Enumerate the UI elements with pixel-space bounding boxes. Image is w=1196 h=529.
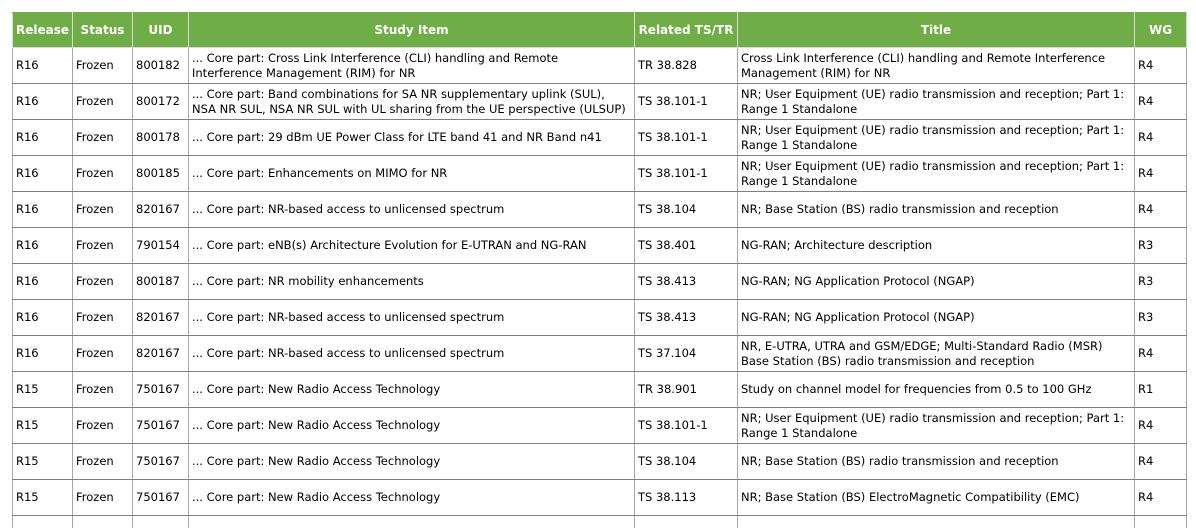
cell-related-ts-tr[interactable]: TR 38.828 [635, 48, 738, 84]
cell-uid[interactable]: 800178 [133, 120, 189, 156]
empty-cell[interactable] [73, 516, 133, 529]
cell-title[interactable]: NR; Base Station (BS) radio transmission and reception [738, 192, 1135, 228]
cell-wg[interactable]: R4 [1135, 444, 1187, 480]
cell-title[interactable]: Study on channel model for frequencies from 0.5 to 100 GHz [738, 372, 1135, 408]
cell-status[interactable]: Frozen [73, 408, 133, 444]
empty-cell[interactable] [189, 516, 635, 529]
cell-wg[interactable]: R4 [1135, 408, 1187, 444]
cell-release[interactable]: R16 [13, 336, 73, 372]
cell-status[interactable]: Frozen [73, 480, 133, 516]
cell-study-item[interactable]: ... Core part: NR mobility enhancements [189, 264, 635, 300]
cell-title[interactable]: NG-RAN; NG Application Protocol (NGAP) [738, 264, 1135, 300]
cell-release[interactable]: R15 [13, 408, 73, 444]
cell-uid[interactable]: 750167 [133, 480, 189, 516]
cell-related-ts-tr[interactable]: TS 38.401 [635, 228, 738, 264]
cell-title[interactable]: NR; User Equipment (UE) radio transmission and reception; Part 1: Range 1 Standalone [738, 84, 1135, 120]
cell-release[interactable]: R16 [13, 192, 73, 228]
study-items-table [12, 12, 1187, 528]
cell-status[interactable]: Frozen [73, 228, 133, 264]
cell-study-item[interactable]: ... Core part: Band combinations for SA NR supplementary uplink (SUL), NSA NR SUL, NSA NR SUL with UL sharing from the UE perspective (ULSUP) [189, 84, 635, 120]
table-row[interactable] [13, 84, 1187, 120]
cell-study-item[interactable]: ... Core part: NR-based access to unlicensed spectrum [189, 300, 635, 336]
cell-title[interactable]: Cross Link Interference (CLI) handling and Remote Interference Management (RIM) for NR [738, 48, 1135, 84]
cell-release[interactable]: R16 [13, 84, 73, 120]
cell-study-item[interactable]: ... Core part: New Radio Access Technology [189, 372, 635, 408]
cell-wg[interactable]: R3 [1135, 264, 1187, 300]
table-row[interactable] [13, 120, 1187, 156]
table-row[interactable] [13, 480, 1187, 516]
cell-related-ts-tr[interactable]: TS 38.101-1 [635, 156, 738, 192]
cell-status[interactable]: Frozen [73, 192, 133, 228]
cell-study-item[interactable]: ... Core part: New Radio Access Technology [189, 444, 635, 480]
cell-uid[interactable]: 820167 [133, 192, 189, 228]
table-body [13, 48, 1187, 529]
cell-study-item[interactable]: ... Core part: NR-based access to unlicensed spectrum [189, 336, 635, 372]
cell-wg[interactable]: R4 [1135, 336, 1187, 372]
cell-release[interactable]: R15 [13, 444, 73, 480]
empty-cell[interactable] [635, 516, 738, 529]
cell-related-ts-tr[interactable]: TS 38.413 [635, 264, 738, 300]
empty-cell[interactable] [738, 516, 1135, 529]
cell-status[interactable]: Frozen [73, 264, 133, 300]
cell-related-ts-tr[interactable]: TS 38.113 [635, 480, 738, 516]
cell-uid[interactable]: 750167 [133, 372, 189, 408]
cell-study-item[interactable]: ... Core part: Enhancements on MIMO for NR [189, 156, 635, 192]
empty-cell[interactable] [133, 516, 189, 529]
table-row-partial[interactable] [13, 516, 1187, 529]
header-related-ts-tr[interactable]: Related TS/TR [635, 13, 738, 48]
header-uid[interactable]: UID [133, 13, 189, 48]
cell-wg[interactable]: R4 [1135, 120, 1187, 156]
cell-wg[interactable]: R3 [1135, 300, 1187, 336]
cell-title[interactable]: NR; User Equipment (UE) radio transmission and reception; Part 1: Range 1 Standalone [738, 120, 1135, 156]
cell-status[interactable]: Frozen [73, 84, 133, 120]
cell-status[interactable]: Frozen [73, 48, 133, 84]
cell-uid[interactable]: 800187 [133, 264, 189, 300]
cell-related-ts-tr[interactable]: TS 38.104 [635, 444, 738, 480]
cell-status[interactable]: Frozen [73, 372, 133, 408]
cell-release[interactable]: R16 [13, 120, 73, 156]
cell-wg[interactable]: R4 [1135, 156, 1187, 192]
cell-release[interactable]: R16 [13, 228, 73, 264]
cell-title[interactable]: NR; Base Station (BS) radio transmission and reception [738, 444, 1135, 480]
cell-release[interactable]: R16 [13, 300, 73, 336]
cell-status[interactable]: Frozen [73, 336, 133, 372]
cell-related-ts-tr[interactable]: TS 38.101-1 [635, 84, 738, 120]
cell-wg[interactable]: R3 [1135, 228, 1187, 264]
cell-title[interactable]: NG-RAN; NG Application Protocol (NGAP) [738, 300, 1135, 336]
cell-uid[interactable]: 800172 [133, 84, 189, 120]
cell-uid[interactable]: 820167 [133, 300, 189, 336]
header-release[interactable]: Release [13, 13, 73, 48]
cell-uid[interactable]: 800182 [133, 48, 189, 84]
empty-cell[interactable] [13, 516, 73, 529]
cell-related-ts-tr[interactable]: TR 38.901 [635, 372, 738, 408]
table-row[interactable] [13, 192, 1187, 228]
cell-release[interactable]: R15 [13, 372, 73, 408]
cell-wg[interactable]: R4 [1135, 84, 1187, 120]
cell-study-item[interactable]: ... Core part: New Radio Access Technology [189, 480, 635, 516]
cell-status[interactable]: Frozen [73, 444, 133, 480]
cell-release[interactable]: R15 [13, 480, 73, 516]
header-study-item[interactable]: Study Item [189, 13, 635, 48]
cell-release[interactable]: R16 [13, 156, 73, 192]
cell-title[interactable]: NR, E-UTRA, UTRA and GSM/EDGE; Multi-Standard Radio (MSR) Base Station (BS) radio transmission and reception [738, 336, 1135, 372]
cell-release[interactable]: R16 [13, 264, 73, 300]
cell-status[interactable]: Frozen [73, 300, 133, 336]
cell-study-item[interactable]: ... Core part: eNB(s) Architecture Evolution for E-UTRAN and NG-RAN [189, 228, 635, 264]
cell-related-ts-tr[interactable]: TS 38.101-1 [635, 120, 738, 156]
header-wg[interactable]: WG [1135, 13, 1187, 48]
cell-uid[interactable]: 800185 [133, 156, 189, 192]
cell-title[interactable]: NR; User Equipment (UE) radio transmission and reception; Part 1: Range 1 Standalone [738, 408, 1135, 444]
header-title[interactable]: Title [738, 13, 1135, 48]
table-row[interactable] [13, 228, 1187, 264]
cell-related-ts-tr[interactable]: TS 38.104 [635, 192, 738, 228]
cell-title[interactable]: NR; User Equipment (UE) radio transmission and reception; Part 1: Range 1 Standalone [738, 156, 1135, 192]
cell-release[interactable]: R16 [13, 48, 73, 84]
cell-status[interactable]: Frozen [73, 120, 133, 156]
table-row[interactable] [13, 48, 1187, 84]
cell-uid[interactable]: 750167 [133, 444, 189, 480]
cell-status[interactable]: Frozen [73, 156, 133, 192]
cell-related-ts-tr[interactable]: TS 38.101-1 [635, 408, 738, 444]
table-row[interactable] [13, 300, 1187, 336]
header-status[interactable]: Status [73, 13, 133, 48]
cell-study-item[interactable]: ... Core part: NR-based access to unlicensed spectrum [189, 192, 635, 228]
table-row[interactable] [13, 444, 1187, 480]
cell-wg[interactable]: R4 [1135, 480, 1187, 516]
cell-related-ts-tr[interactable]: TS 37.104 [635, 336, 738, 372]
table-row[interactable] [13, 408, 1187, 444]
cell-uid[interactable]: 750167 [133, 408, 189, 444]
cell-wg[interactable]: R4 [1135, 192, 1187, 228]
header-row [13, 13, 1187, 48]
cell-title[interactable]: NG-RAN; Architecture description [738, 228, 1135, 264]
table-row[interactable] [13, 372, 1187, 408]
cell-uid[interactable]: 820167 [133, 336, 189, 372]
empty-cell[interactable] [1135, 516, 1187, 529]
table-row[interactable] [13, 264, 1187, 300]
cell-uid[interactable]: 790154 [133, 228, 189, 264]
cell-related-ts-tr[interactable]: TS 38.413 [635, 300, 738, 336]
cell-study-item[interactable]: ... Core part: New Radio Access Technology [189, 408, 635, 444]
table-row[interactable] [13, 336, 1187, 372]
cell-wg[interactable]: R4 [1135, 48, 1187, 84]
cell-title[interactable]: NR; Base Station (BS) ElectroMagnetic Compatibility (EMC) [738, 480, 1135, 516]
cell-wg[interactable]: R1 [1135, 372, 1187, 408]
cell-study-item[interactable]: ... Core part: Cross Link Interference (CLI) handling and Remote Interference Management (RIM) for NR [189, 48, 635, 84]
cell-study-item[interactable]: ... Core part: 29 dBm UE Power Class for LTE band 41 and NR Band n41 [189, 120, 635, 156]
table-row[interactable] [13, 156, 1187, 192]
